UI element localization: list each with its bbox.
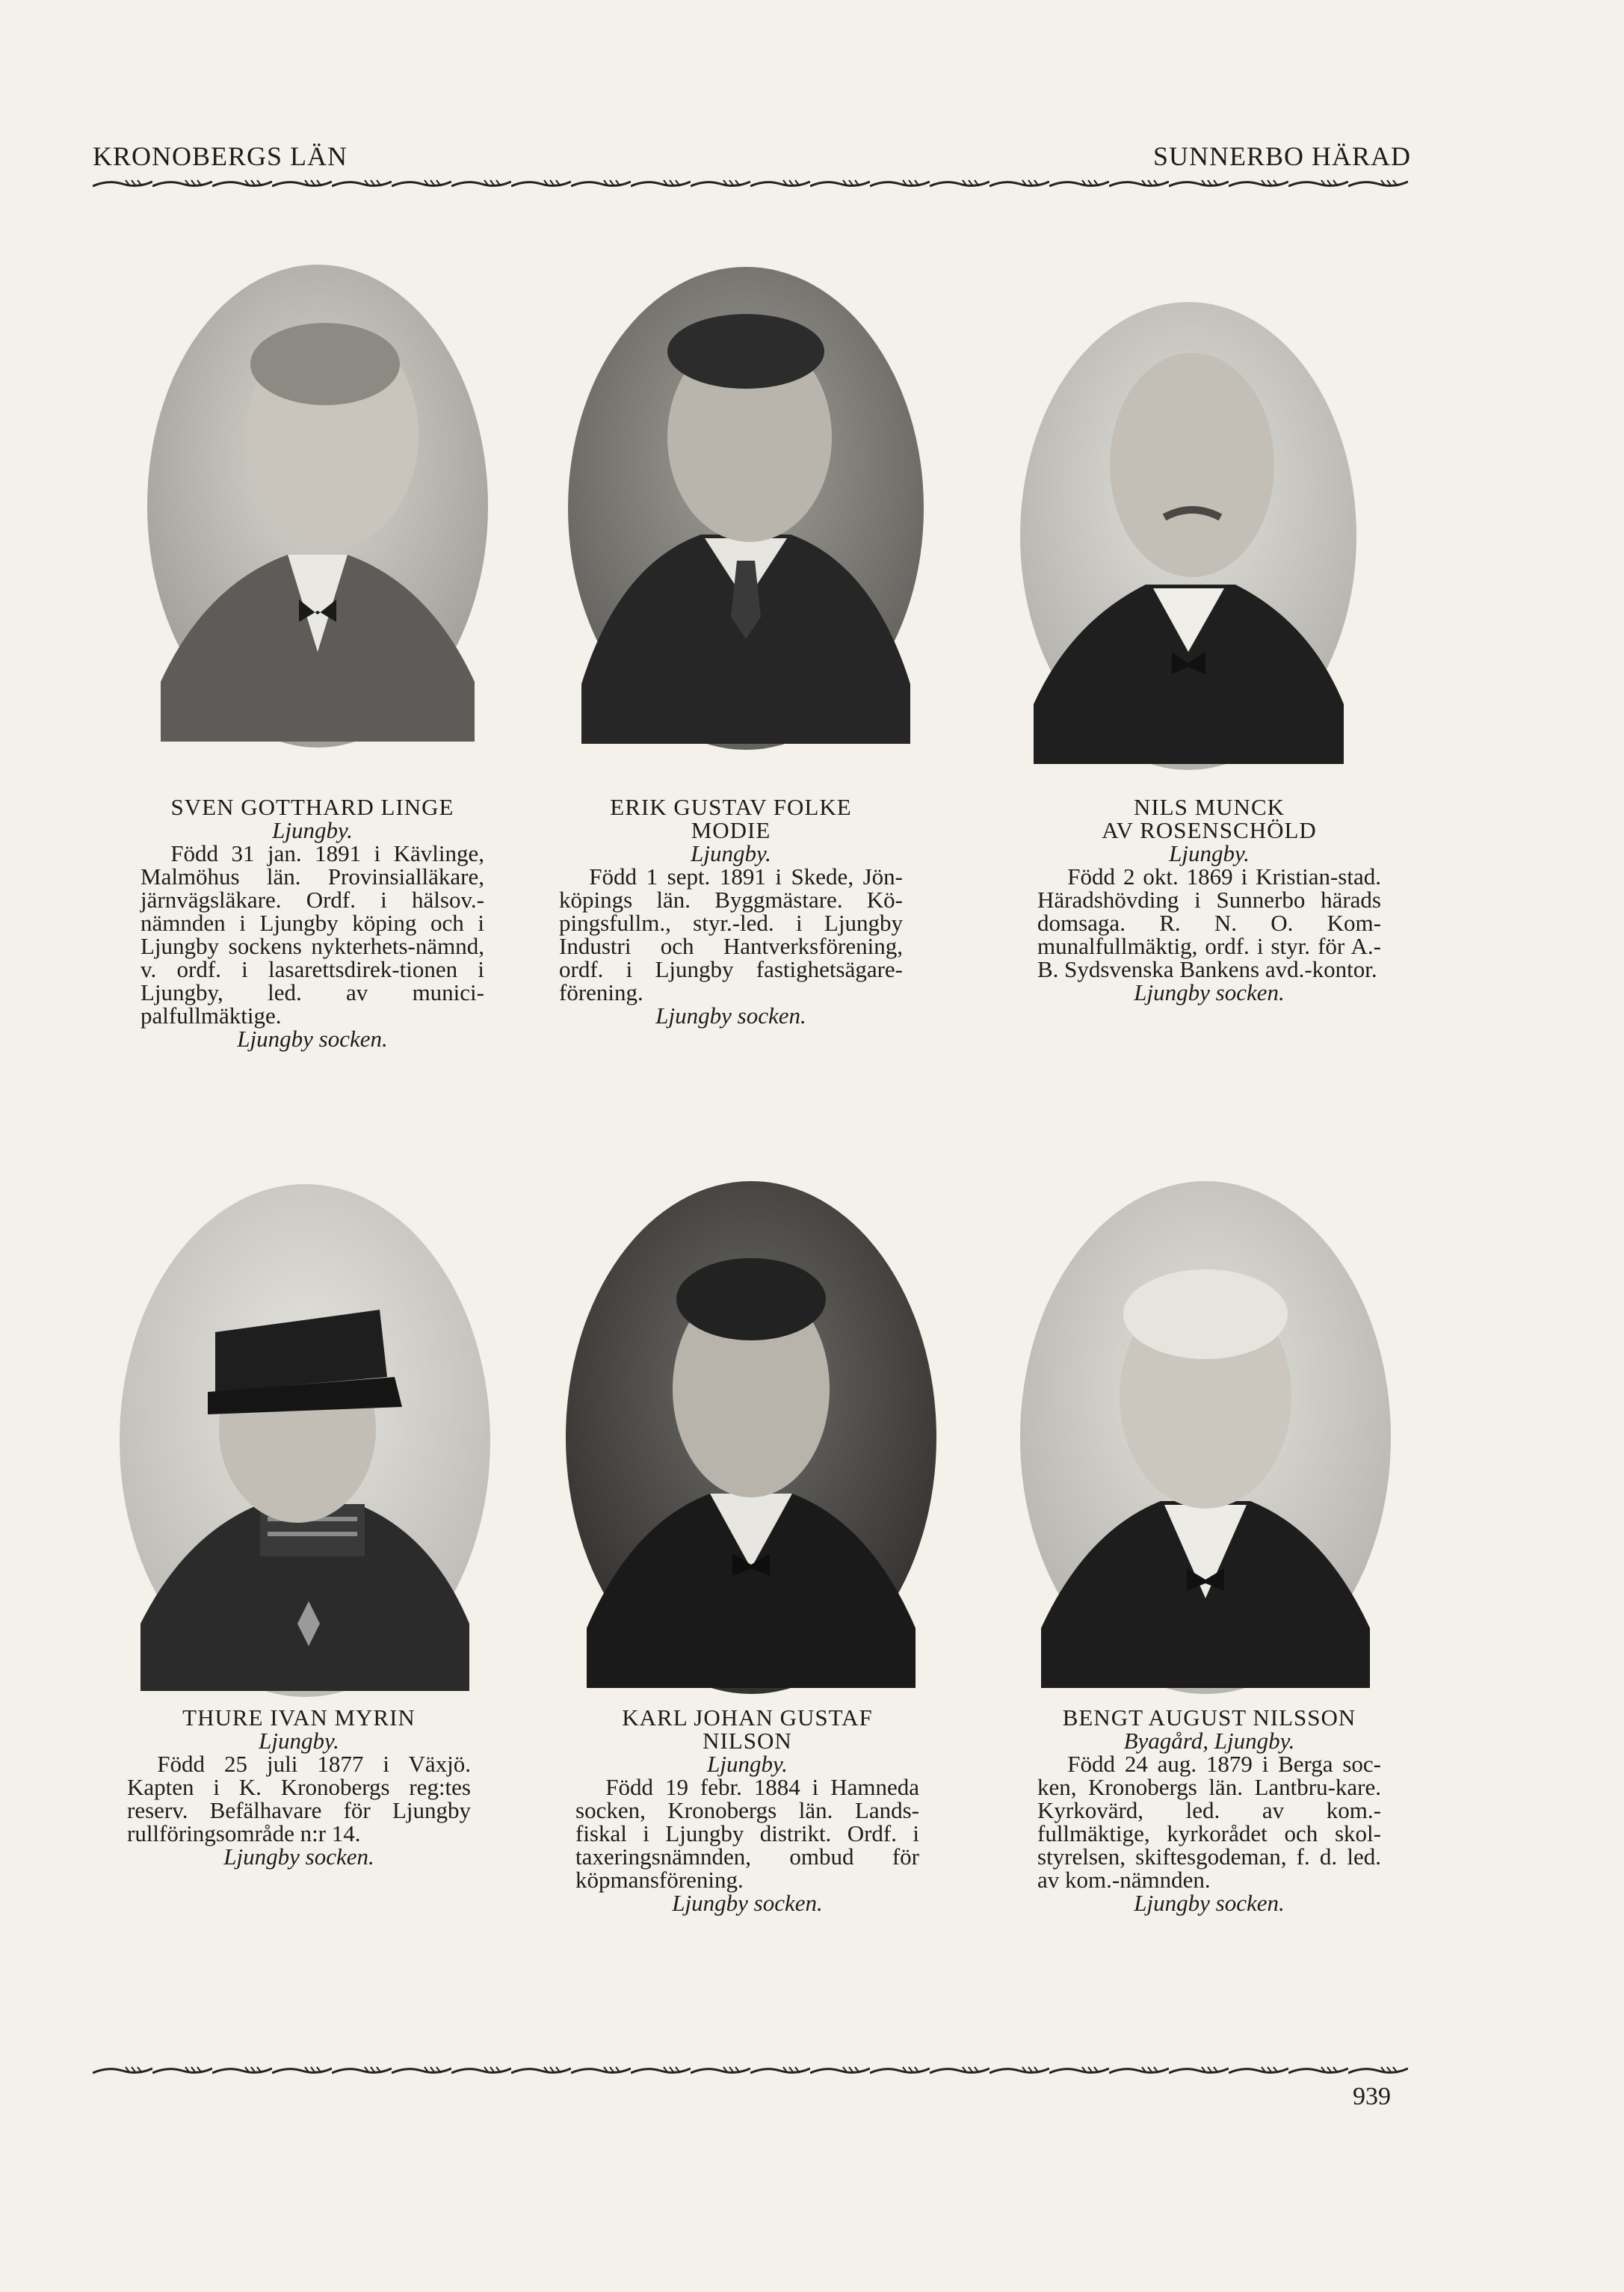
decorative-rule-top [93, 178, 1408, 188]
biography-entry-5 [575, 1706, 919, 1914]
residence: Ljungby. [259, 1728, 339, 1754]
portrait-thure-myrin [118, 1183, 492, 1698]
residence: Ljungby. [691, 840, 771, 866]
person-name: NILS MUNCK [1133, 794, 1285, 820]
page-number: 939 [1353, 2083, 1391, 2110]
biography-entry-4 [127, 1706, 471, 1868]
residence: Ljungby. [272, 817, 353, 843]
portrait-sven-linge [146, 263, 490, 749]
parish: Ljungby socken. [1134, 979, 1285, 1005]
person-name: SVEN GOTTHARD LINGE [170, 794, 454, 820]
portrait-erik-modie [566, 265, 925, 751]
person-name: BENGT AUGUST NILSSON [1062, 1704, 1356, 1731]
header-district: SUNNERBO HÄRAD [1152, 141, 1411, 171]
decorative-rule-bottom [93, 2065, 1408, 2075]
residence: Ljungby. [707, 1751, 788, 1777]
parish: Ljungby socken. [1134, 1890, 1285, 1916]
person-name: KARL JOHAN GUSTAF [622, 1704, 873, 1731]
biography-entry-1 [141, 795, 484, 1050]
biography-text: Född 1 sept. 1891 i Skede, Jön-köpings län. Byggmästare. Kö-pingsfullm., styr.-led. i Ljungby Industri och Hantverksförening, ordf. i Ljungby fastighetsägare-förening. [559, 863, 903, 1005]
portrait-karl-nilson [564, 1180, 938, 1695]
parish: Ljungby socken. [223, 1843, 374, 1870]
person-name-line-2: NILSON [703, 1728, 792, 1754]
biography-text: Född 24 aug. 1879 i Berga soc-ken, Kronobergs län. Lantbru-kare. Kyrkovärd, led. av kom.-fullmäktige, kyrkorådet och skol-styrelsen, skiftesgodeman, f. d. led. av kom.-nämnden. [1037, 1751, 1381, 1893]
person-name-line-2: AV ROSENSCHÖLD [1102, 817, 1317, 843]
biography-text: Född 25 juli 1877 i Växjö. Kapten i K. Kronobergs reg:tes reserv. Befälhavare för Ljungby rullföringsområde n:r 14. [127, 1751, 471, 1846]
biography-entry-2 [559, 795, 903, 1027]
biography-entry-3 [1037, 795, 1381, 1004]
header-county: KRONOBERGS LÄN [93, 141, 348, 171]
residence: Ljungby. [1169, 840, 1250, 866]
person-name: THURE IVAN MYRIN [182, 1704, 416, 1731]
biography-text: Född 2 okt. 1869 i Kristian-stad. Häradshövding i Sunnerbo härads domsaga. R. N. O. Kom-munalfullmäktig, ordf. i styr. för A.-B. Sydsvenska Bankens avd.-kontor. [1037, 863, 1381, 982]
parish: Ljungby socken. [655, 1002, 806, 1029]
parish: Ljungby socken. [672, 1890, 823, 1916]
person-name-line-2: MODIE [691, 817, 771, 843]
person-name: ERIK GUSTAV FOLKE [610, 794, 852, 820]
biography-entry-6 [1037, 1706, 1381, 1914]
residence: Byagård, Ljungby. [1123, 1728, 1295, 1754]
portrait-nils-munck [1019, 301, 1359, 771]
biography-text: Född 31 jan. 1891 i Kävlinge, Malmöhus län. Provinsialläkare, järnvägsläkare. Ordf. i hälsov.-nämnden i Ljungby köping och i Ljungby sockens nykterhets-nämnd, v. ordf. i lasarettsdirek-tionen i Ljungby, led. av munici-palfullmäktige. [141, 840, 484, 1029]
portrait-bengt-nilsson [1019, 1180, 1392, 1695]
biography-text: Född 19 febr. 1884 i Hamneda socken, Kronobergs län. Lands-fiskal i Ljungby distrikt. Ordf. i taxeringsnämnden, ombud för köpmansförening. [575, 1774, 919, 1893]
parish: Ljungby socken. [237, 1026, 388, 1052]
